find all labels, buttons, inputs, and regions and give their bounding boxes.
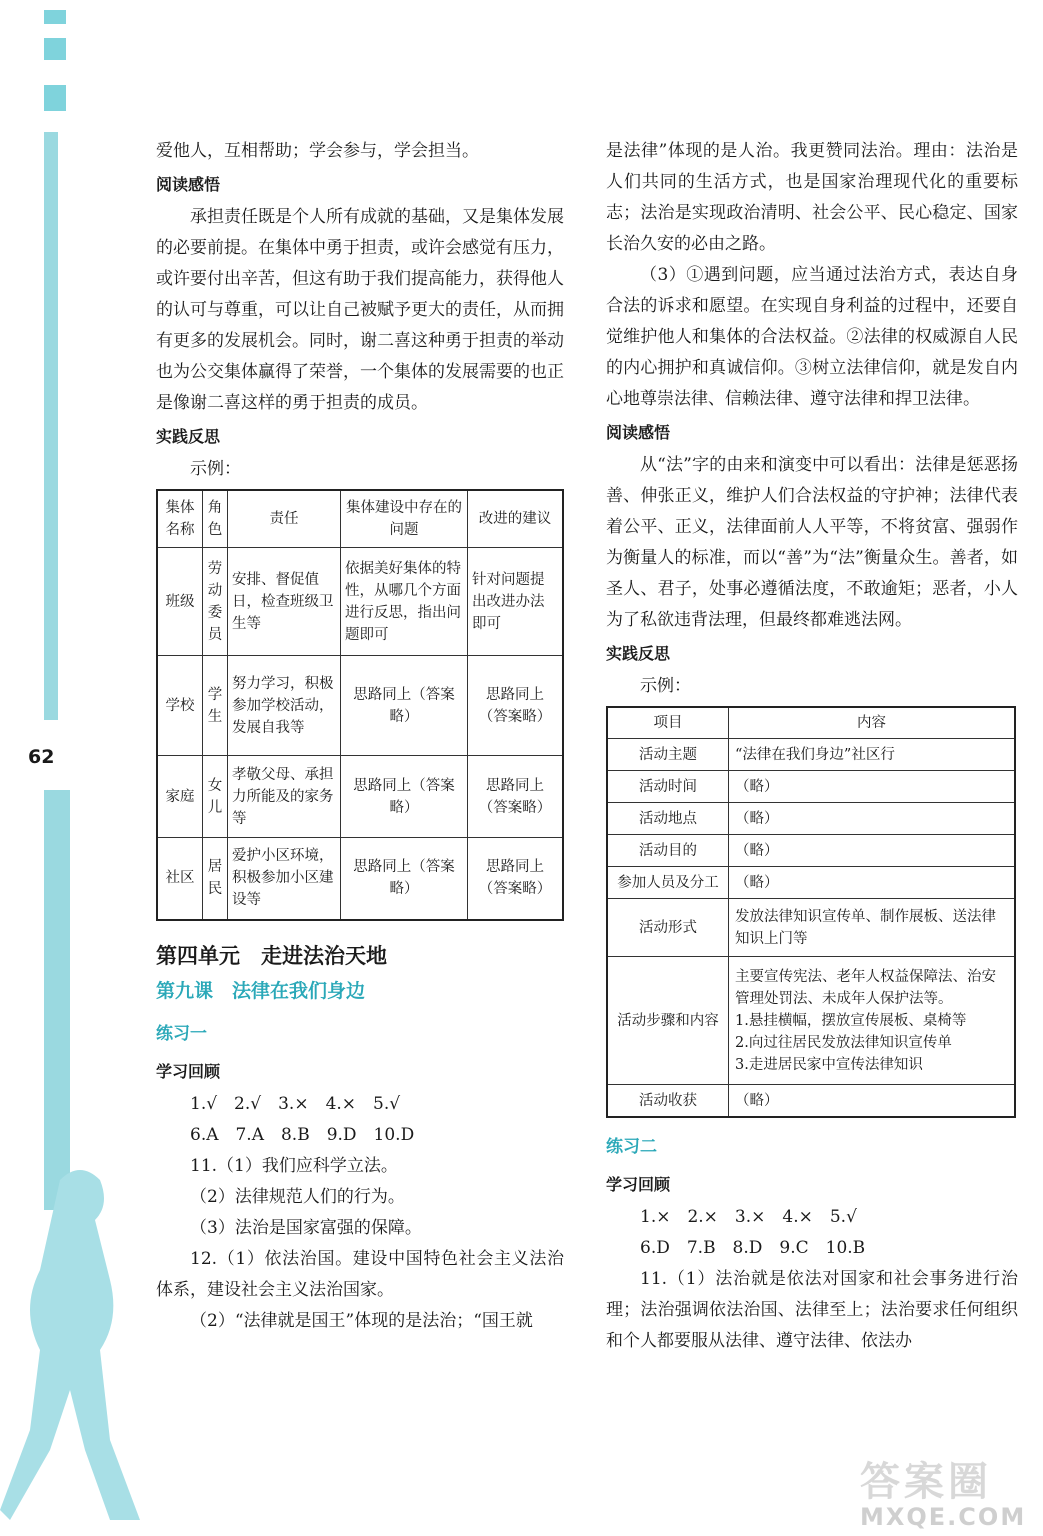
right-column — [606, 136, 1018, 1357]
decoration-block — [44, 10, 66, 24]
table-cell: （略） — [729, 1085, 1016, 1118]
running-figure-illustration — [0, 1150, 160, 1536]
table-cell: （略） — [729, 867, 1016, 899]
table-cell: 活动地点 — [607, 803, 729, 835]
exercise-title: 练习二 — [606, 1137, 657, 1157]
table-cell: 爱护小区环境，积极参加小区建设等 — [228, 838, 341, 920]
table-cell: 思路同上（答案略） — [341, 756, 468, 838]
table-row — [607, 771, 1015, 803]
table-row — [607, 803, 1015, 835]
table-row — [607, 957, 1015, 1085]
answer-line: （2）法律规范人们的行为。 — [190, 1186, 405, 1207]
decoration-block — [44, 85, 66, 111]
answer-line: 6.A 7.A 8.B 9.D 10.D — [190, 1124, 415, 1145]
table-cell: 社区 — [157, 838, 203, 920]
table-cell: （略） — [729, 803, 1016, 835]
table-cell: 活动目的 — [607, 835, 729, 867]
reading-text: 承担责任既是个人所有成就的基础，又是集体发展的必要前提。在集体中勇于担责，或许会感觉有压力，或许要付出辛苦，但这有助于我们提高能力，获得他人的认可与尊重，可以让自己被赋予更大的责任，从而拥有更多的发展机会。同时，谢二喜这种勇于担责的举动也为公交集体赢得了荣誉，一个集体的发展需要的也正是像谢二喜这样的勇于担责的成员。 — [156, 207, 564, 413]
table-row — [157, 548, 563, 656]
table-cell: 参加人员及分工 — [607, 867, 729, 899]
table-cell: （略） — [729, 771, 1016, 803]
table-cell: 活动收获 — [607, 1085, 729, 1118]
table-cell: “法律在我们身边”社区行 — [729, 739, 1016, 771]
continued-text: 是法律”体现的是人治。我更赞同法治。理由：法治是人们共同的生活方式，也是国家治理现代化的重要标志；法治是实现政治清明、社会公平、民心稳定、国家长治久安的必由之路。 — [606, 141, 1018, 254]
practice-heading: 实践反思 — [606, 644, 671, 663]
page-number: 62 — [28, 746, 55, 768]
left-column — [156, 136, 564, 1337]
table-cell: 活动时间 — [607, 771, 729, 803]
table-row — [607, 867, 1015, 899]
table-cell: （略） — [729, 835, 1016, 867]
table-cell: 安排、督促值日，检查班级卫生等 — [228, 548, 341, 656]
table-cell: 思路同上（答案略） — [341, 656, 468, 756]
table-cell: 家庭 — [157, 756, 203, 838]
lesson-title: 第九课 法律在我们身边 — [156, 979, 366, 1002]
activity-table — [606, 706, 1016, 1118]
table-row — [607, 835, 1015, 867]
answer-paragraph: （3）①遇到问题，应当通过法治方式，表达自身合法的诉求和愿望。在实现自身利益的过程中，还要自觉维护他人和集体的合法权益。②法律的权威源自人民的内心拥护和真诚信仰。③树立法律信仰，就是发自内心地尊崇法律、信赖法律、遵守法律和捍卫法律。 — [606, 265, 1018, 409]
answer-line: 1.√ 2.√ 3.× 4.× 5.√ — [190, 1093, 401, 1114]
decoration-strip — [44, 790, 70, 1210]
table-row — [157, 838, 563, 920]
watermark-text: 答案圈 — [860, 1459, 992, 1505]
table-row — [607, 1085, 1015, 1118]
answer-line: 11.（1）我们应科学立法。 — [190, 1155, 398, 1176]
table-cell: 发放法律知识宣传单、制作展板、送法律知识上门等 — [729, 899, 1016, 957]
table-cell: 劳动委员 — [203, 548, 228, 656]
review-heading: 学习回顾 — [606, 1175, 671, 1194]
table-cell: 努力学习，积极参加学校活动，发展自我等 — [228, 656, 341, 756]
decoration-block — [44, 38, 66, 60]
table-cell: 孝敬父母、承担力所能及的家务等 — [228, 756, 341, 838]
table-cell: 学生 — [203, 656, 228, 756]
answer-line: 1.× 2.× 3.× 4.× 5.√ — [640, 1207, 857, 1227]
table-row — [157, 756, 563, 838]
table-header: 责任 — [228, 490, 341, 548]
table-header: 集体建设中存在的问题 — [341, 490, 468, 548]
responsibility-table — [156, 489, 564, 921]
reading-heading: 阅读感悟 — [606, 423, 671, 442]
table-cell: 班级 — [157, 548, 203, 656]
table-cell: 依据美好集体的特性，从哪几个方面进行反思，指出问题即可 — [341, 548, 468, 656]
decoration-strip — [44, 132, 58, 720]
table-cell: 活动步骤和内容 — [607, 957, 729, 1085]
table-header-row — [157, 490, 563, 548]
reading-text: 从“法”字的由来和演变中可以看出：法律是惩恶扬善、伸张正义，维护人们合法权益的守护神；法律代表着公平、正义，法律面前人人平等，不将贫富、强弱作为衡量人的标准，而以“善”为“法”衡量众生。善者，如圣人、君子，处事必遵循法度，不敢逾矩；恶者，小人为了私欲违背法理，但最终都难逃法网。 — [606, 455, 1018, 630]
table-header-row — [607, 707, 1015, 739]
table-cell: 思路同上（答案略） — [468, 656, 564, 756]
exercise-title: 练习一 — [156, 1023, 207, 1044]
table-row — [607, 739, 1015, 771]
table-cell: 思路同上（答案略） — [468, 756, 564, 838]
intro-text: 爱他人，互相帮助；学会参与，学会担当。 — [156, 141, 479, 161]
answer-line: （3）法治是国家富强的保障。 — [190, 1217, 422, 1238]
table-header: 内容 — [729, 707, 1016, 739]
answer-line: 6.D 7.B 8.D 9.C 10.B — [640, 1238, 866, 1258]
table-cell: 思路同上（答案略） — [468, 838, 564, 920]
table-cell: 思路同上（答案略） — [341, 838, 468, 920]
table-cell: 主要宣传宪法、老年人权益保障法、治安管理处罚法、未成年人保护法等。 1.悬挂横幅，摆放宣传展板、桌椅等 2.向过往居民发放法律知识宣传单 3.走进居民家中宣传法律知识 — [729, 957, 1016, 1085]
answer-line: （2）“法律就是国王”体现的是法治；“国王就 — [190, 1310, 533, 1331]
table-cell: 活动主题 — [607, 739, 729, 771]
table-cell: 女儿 — [203, 756, 228, 838]
watermark-logo — [860, 1460, 1026, 1530]
table-row — [607, 899, 1015, 957]
watermark-url: MXQE.COM — [860, 1503, 1027, 1531]
answer-line: 12.（1）依法治国。建设中国特色社会主义法治体系，建设社会主义法治国家。 — [156, 1248, 564, 1300]
reading-heading: 阅读感悟 — [156, 175, 221, 194]
table-cell: 学校 — [157, 656, 203, 756]
example-label: 示例： — [640, 676, 691, 696]
table-header: 项目 — [607, 707, 729, 739]
practice-heading: 实践反思 — [156, 427, 221, 446]
table-row — [157, 656, 563, 756]
table-cell: 活动形式 — [607, 899, 729, 957]
example-label: 示例： — [190, 459, 241, 479]
table-header: 集体名称 — [157, 490, 203, 548]
answer-line: 11.（1）法治就是依法对国家和社会事务进行治理；法治强调依法治国、法律至上；法治要求任何组织和个人都要服从法律、遵守法律、依法办 — [606, 1269, 1018, 1351]
unit-title: 第四单元 走进法治天地 — [156, 943, 387, 968]
review-heading: 学习回顾 — [156, 1061, 221, 1081]
table-cell: 居民 — [203, 838, 228, 920]
table-header: 角色 — [203, 490, 228, 548]
table-header: 改进的建议 — [468, 490, 564, 548]
table-cell: 针对问题提出改进办法即可 — [468, 548, 564, 656]
